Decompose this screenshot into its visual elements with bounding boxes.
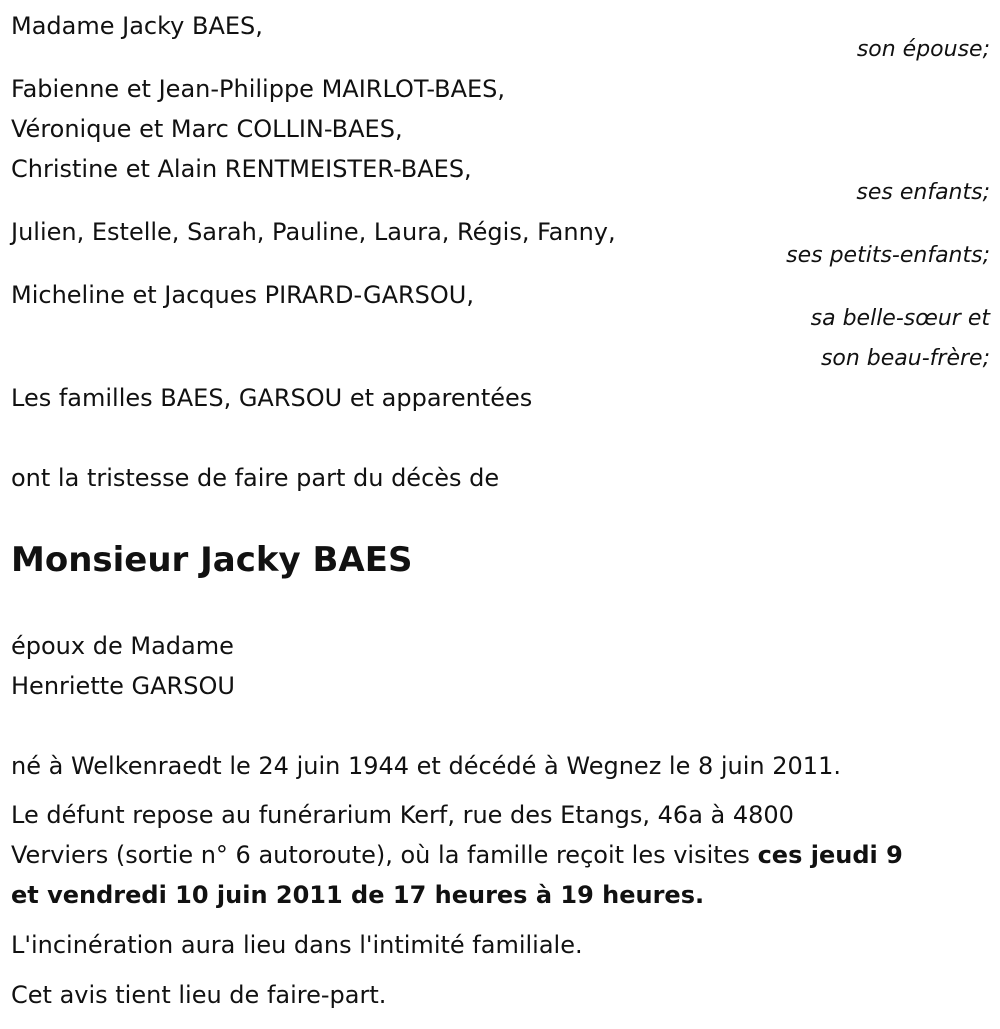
spouse-of-line1: époux de Madame (11, 632, 234, 660)
inlaws-role-line2: son beau-frère; (820, 346, 990, 371)
children-role: ses enfants; (856, 180, 990, 205)
visitation-location-text: Verviers (sortie n° 6 autoroute), où la famille reçoit les visites (11, 841, 758, 869)
families-line: Les familles BAES, GARSOU et apparentées (11, 384, 533, 412)
visitation-line3: et vendredi 10 juin 2011 de 17 heures à 19 heures. (11, 881, 705, 909)
visitation-line2 (11, 841, 903, 869)
closing-text: Cet avis tient lieu de faire-part. (11, 981, 387, 1009)
cremation-text: L'incinération aura lieu dans l'intimité familiale. (11, 931, 583, 959)
spouse-of-line2: Henriette GARSOU (11, 672, 235, 700)
visitation-days-text: ces jeudi 9 (757, 841, 903, 869)
grandchildren-role: ses petits-enfants; (786, 243, 990, 268)
birth-death-text: né à Welkenraedt le 24 juin 1944 et décédé à Wegnez le 8 juin 2011. (11, 752, 841, 780)
announcement-text: ont la tristesse de faire part du décès de (11, 464, 500, 492)
inlaws-names: Micheline et Jacques PIRARD-GARSOU, (11, 281, 474, 309)
grandchildren-names: Julien, Estelle, Sarah, Pauline, Laura, Régis, Fanny, (11, 218, 616, 246)
spouse-name: Madame Jacky BAES, (11, 12, 263, 40)
deceased-name: Monsieur Jacky BAES (11, 540, 413, 580)
child-line: Christine et Alain RENTMEISTER-BAES, (11, 155, 472, 183)
visitation-line1: Le défunt repose au funérarium Kerf, rue des Etangs, 46a à 4800 (11, 801, 794, 829)
inlaws-role-line1: sa belle-sœur et (810, 306, 990, 331)
child-line: Fabienne et Jean-Philippe MAIRLOT-BAES, (11, 75, 506, 103)
child-line: Véronique et Marc COLLIN-BAES, (11, 115, 403, 143)
spouse-role: son épouse; (856, 37, 990, 62)
